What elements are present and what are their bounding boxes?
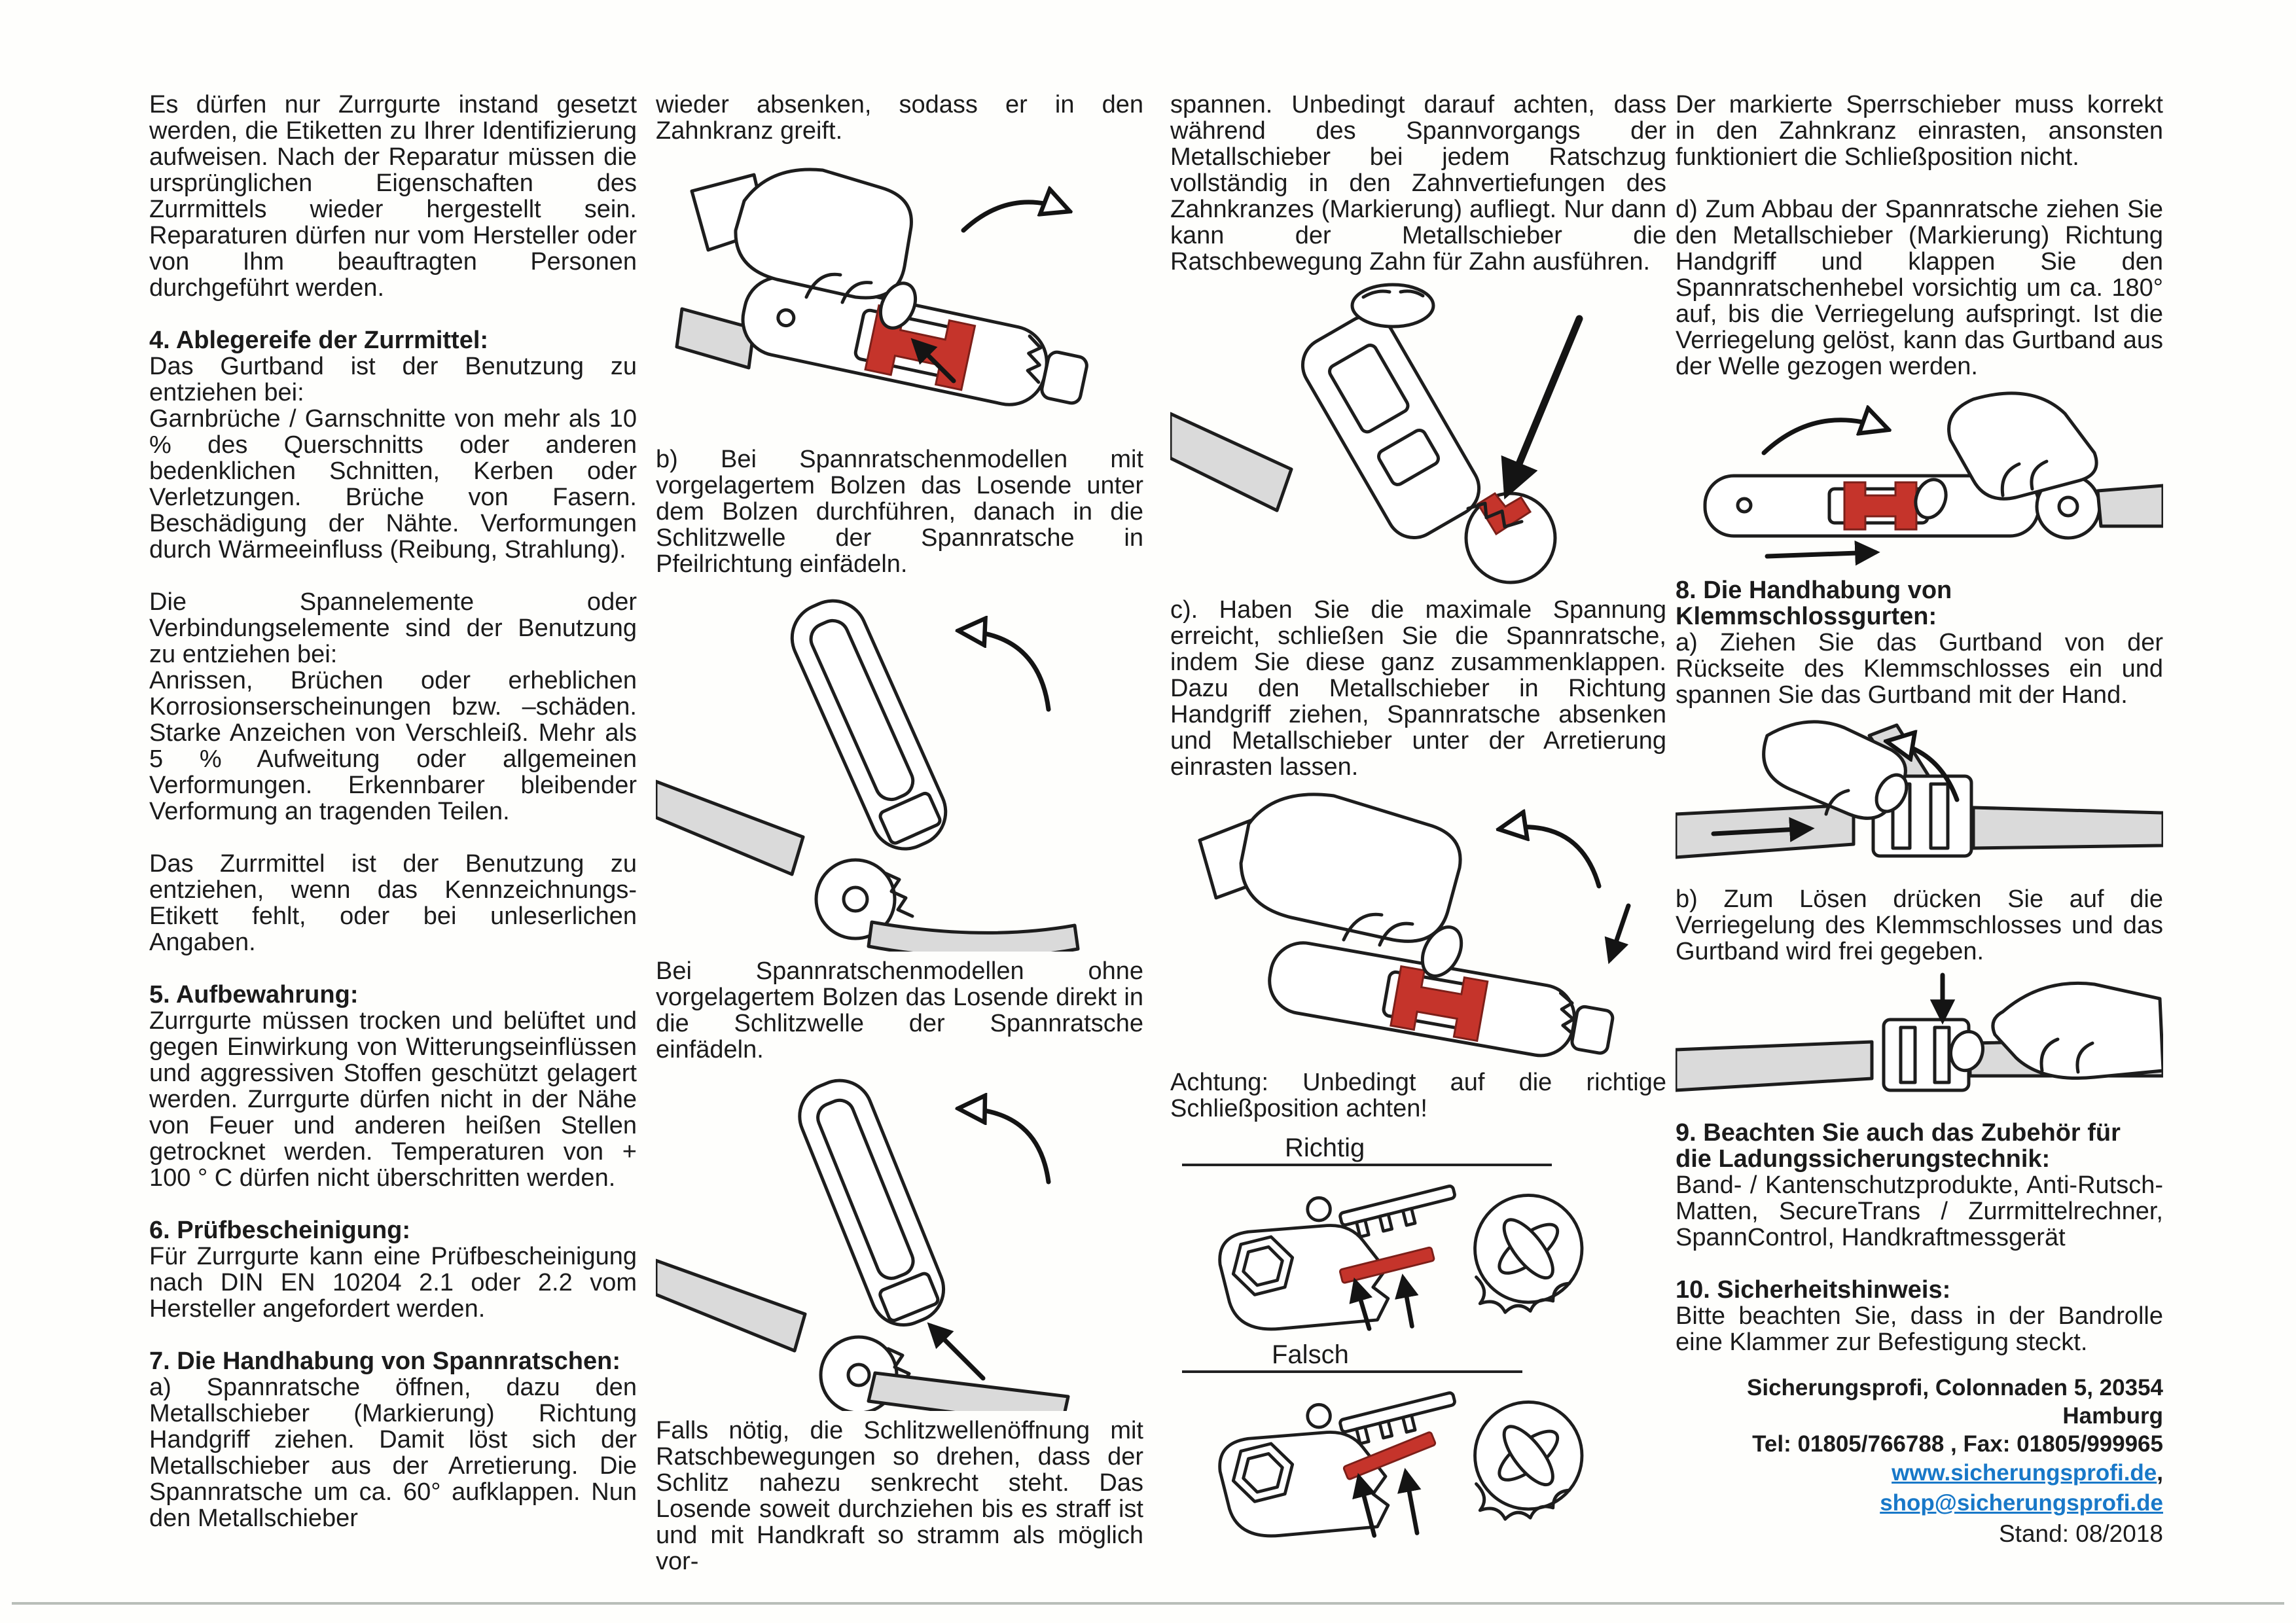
- paragraph-ohne-bolzen: Bei Spannratschenmodellen ohne vorgelagertem Bolzen das Losende direkt in die Schlitzwelle der Spannratsche einfädeln.: [656, 957, 1143, 1063]
- links-line: [1676, 1458, 2163, 1518]
- paragraph-etikett: Das Zurrmittel ist der Benutzung zu entziehen, wenn das Kennzeichnungs-Etikett fehlt, oder bei unleserlichen Angaben.: [149, 850, 637, 956]
- illustration-zahnkranz-markierung: [1170, 283, 1666, 590]
- heading-zubehoer: 9. Beachten Sie auch das Zubehör für die Ladungssicherungstechnik:: [1676, 1119, 2121, 1173]
- link-separator: ,: [2157, 1460, 2163, 1486]
- arrow-down-lock: [1610, 906, 1628, 959]
- column-2: [656, 92, 1143, 1575]
- label-richtig: Richtig: [1285, 1133, 1365, 1162]
- diagram-falsch: [1170, 1340, 1666, 1541]
- revision-date: Stand: 08/2018: [1999, 1520, 2163, 1547]
- paragraph-step-a: a) Spannratsche öffnen, dazu den Metallschieber (Markierung) Richtung Handgriff ziehen. Damit löst sich der Metallschieber aus der Arretierung. Die Spannratsche um ca. 60° aufklappen. Nun den Metallschieber: [149, 1374, 637, 1532]
- curved-arrow-close: [1504, 827, 1599, 886]
- heading-klemmschlossgurte: 8. Die Handhabung von Klemmschlossgurten:: [1676, 577, 1952, 630]
- illustration-ratchet-open-handle: [656, 585, 1143, 952]
- illustration-hand-ratchet-slider: [656, 152, 1143, 440]
- paragraph-spannen: spannen. Unbedingt darauf achten, dass während des Spannvorgangs der Metallschieber bei jedem Ratschzug vollständig in den Zahnvertiefungen des Zahnkranzes (Markierung) aufliegt. Nur dann kann der Metallschieber die Ratschbewegung Zahn für Zahn ausführen.: [1170, 91, 1666, 276]
- contact-block: [1676, 1374, 2163, 1550]
- heading-ablegereife: 4. Ablegereife der Zurrmittel:: [149, 327, 489, 354]
- paragraph-garnbrueche: Garnbrüche / Garnschnitte von mehr als 10 % des Querschnitts oder anderen bedenklichen Schnitten, Kerben oder Verletzungen. Brüche von Fasern. Beschädigung der Nähte. Verformungen durch Wärmeeinfluss (Reibung, Strahlung).: [149, 405, 637, 563]
- curved-arrow-open: [963, 1109, 1049, 1182]
- paragraph-step-b8: b) Zum Lösen drücken Sie auf die Verriegelung des Klemmschlosses und das Gurtband wird frei gegeben.: [1676, 885, 2163, 965]
- illustration-richtig-position: [1176, 1170, 1660, 1334]
- curved-arrow-open: [963, 631, 1049, 709]
- paragraph-spannelemente: Die Spannelemente oder Verbindungselemente sind der Benutzung zu entziehen bei:: [149, 588, 637, 668]
- shop-email-link[interactable]: shop@sicherungsprofi.de: [1880, 1490, 2163, 1516]
- column-3: [1170, 92, 1666, 1547]
- illustration-ratchet-removal: [1676, 387, 2163, 571]
- richtig-rule: [1182, 1164, 1552, 1166]
- footer-rule: [12, 1602, 2284, 1605]
- hand-shape: [1241, 794, 1460, 941]
- tel-fax: Tel: 01805/766788 , Fax: 01805/999965: [1752, 1431, 2163, 1457]
- column-1: [149, 92, 637, 1531]
- curved-arrow-open: [963, 202, 1065, 230]
- heading-pruefbescheinigung: 6. Prüfbescheinigung:: [149, 1217, 411, 1244]
- arrow-pull-out: [1767, 552, 1875, 556]
- paragraph-aufbewahrung: Zurrgurte müssen trocken und belüftet und gegen Einwirkung von Witterungseinflüssen und aggressiven Stoffen geschützt gelagert werden. Zurrgurte dürfen nicht in der Nähe von Feuer und anderen heißen Stellen getrocknet werden. Temperaturen von + 100 ° C dürfen nicht überschritten werden.: [149, 1007, 637, 1192]
- paragraph-achtung: Achtung: Unbedingt auf die richtige Schließposition achten!: [1170, 1069, 1666, 1122]
- arrow-into-slot: [931, 1326, 983, 1378]
- illustration-ratchet-threading: [656, 1071, 1143, 1411]
- paragraph-step-a8: a) Ziehen Sie das Gurtband von der Rückseite des Klemmschlosses ein und spannen Sie das Gurtband mit der Hand.: [1676, 629, 2163, 709]
- paragraph-absenken: wieder absenken, sodass er in den Zahnkranz greift.: [656, 91, 1143, 145]
- paragraph-zubehoer: Band- / Kantenschutzprodukte, Anti-Rutsch-Matten, SecureTrans / Zurrmittelrechner, SpannControl, Handkraftmessgerät: [1676, 1171, 2163, 1251]
- falsch-rule: [1182, 1370, 1522, 1373]
- fist-shape: [1352, 285, 1433, 327]
- paragraph-falls-noetig: Falls nötig, die Schlitzwellenöffnung mit Ratschbewegungen so drehen, dass der Schlitz nahezu senkrecht steht. Das Losende soweit durchziehen bis es straff ist und mit Handkraft so stramm als möglich vor-: [656, 1417, 1143, 1575]
- diagram-richtig: [1170, 1133, 1666, 1334]
- website-link[interactable]: www.sicherungsprofi.de: [1892, 1460, 2157, 1486]
- paragraph-gurtband: Das Gurtband ist der Benutzung zu entziehen bei:: [149, 353, 637, 406]
- paragraph-sicherheitshinweis: Bitte beachten Sie, dass in der Bandrolle eine Klammer zur Befestigung steckt.: [1676, 1302, 2163, 1356]
- illustration-klemmschloss-loesen: [1676, 972, 2163, 1113]
- arrow-to-marking: [1507, 319, 1579, 492]
- paragraph-pruefbescheinigung: Für Zurrgurte kann eine Prüfbescheinigung nach DIN EN 10204 2.1 oder 2.2 vom Hersteller angefordert werden.: [149, 1243, 637, 1323]
- illustration-falsch-position: [1176, 1377, 1660, 1541]
- illustration-hand-closing-ratchet: [1170, 788, 1666, 1063]
- paragraph-step-d: d) Zum Abbau der Spannratsche ziehen Sie den Metallschieber (Markierung) Richtung Handgriff und klappen Sie den Spannratschenhebel vorsichtig um ca. 180° auf, bis die Verriegelung aufspringt. Ist die Verriegelung gelöst, kann das Gurtband aus der Welle gezogen werden.: [1676, 196, 2163, 380]
- company-address: Sicherungsprofi, Colonnaden 5, 20354 Hamburg: [1747, 1375, 2163, 1429]
- paragraph-sperrschieber: Der markierte Sperrschieber muss korrekt in den Zahnkranz einrasten, ansonsten funktioniert die Schließposition nicht.: [1676, 91, 2163, 171]
- column-4: [1676, 92, 2163, 1550]
- heading-handhabung-spannratschen: 7. Die Handhabung von Spannratschen:: [149, 1347, 620, 1375]
- paragraph-anrisse: Anrissen, Brüchen oder erheblichen Korrosionserscheinungen bzw. –schäden. Starke Anzeichen von Verschleiß. Mehr als 5 % Aufweitung oder allgemeinen Verformungen. Erkennbarer bleibender Verformung an tragenden Teilen.: [149, 667, 637, 825]
- curved-arrow-unfold: [1764, 420, 1884, 453]
- heading-sicherheitshinweis: 10. Sicherheitshinweis:: [1676, 1276, 1951, 1304]
- paragraph-step-b: b) Bei Spannratschenmodellen mit vorgelagertem Bolzen das Losende unter dem Bolzen durchführen, danach in die Schlitzwelle der Spannratsche in Pfeilrichtung einfädeln.: [656, 446, 1143, 578]
- heading-aufbewahrung: 5. Aufbewahrung:: [149, 981, 359, 1008]
- paragraph-repair-rules: Es dürfen nur Zurrgurte instand gesetzt werden, die Etiketten zu Ihrer Identifizierung aufweisen. Nach der Reparatur müssen die ursprünglichen Eigenschaften des Zurrmittels wieder hergestellt sein. Reparaturen dürfen nur vom Hersteller oder von Ihm beauftragten Personen durchgeführt werden.: [149, 91, 637, 302]
- illustration-klemmschloss-spannen: [1676, 716, 2163, 880]
- paragraph-step-c: c). Haben Sie die maximale Spannung erreicht, schließen Sie die Spannratsche, indem Sie diese ganz zusammenklappen. Dazu den Metallschieber in Richtung Handgriff ziehen, Spannratsche absenken und Metallschieber unter der Arretierung einrasten lassen.: [1170, 596, 1666, 781]
- label-falsch: Falsch: [1272, 1340, 1349, 1369]
